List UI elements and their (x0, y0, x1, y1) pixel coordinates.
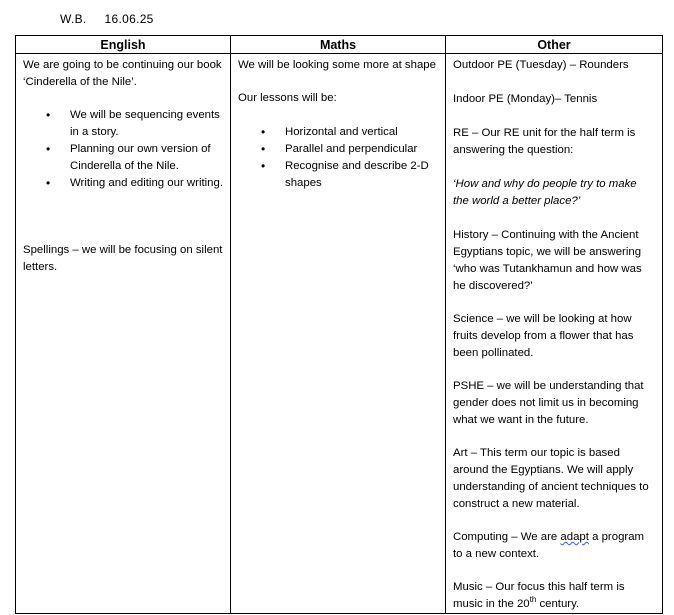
table-row (16, 54, 663, 614)
art-text: Art – This term our topic is based around the Egyptians. We will apply understanding of ancient techniques to construct a new material. (453, 447, 649, 510)
list-item: • Recognise and describe 2-D shapes (238, 158, 438, 192)
other-column-header: Other (446, 36, 663, 54)
english-cell (16, 54, 231, 614)
indoor-pe: Indoor PE (Monday)– Tennis (453, 93, 598, 105)
week-beginning-label: W.B. (60, 12, 87, 26)
history-text: History – Continuing with the Ancient Egyptians topic, we will be answering ‘who was Tutankhamun and how was he discovered?’ (453, 229, 642, 292)
week-beginning (60, 12, 154, 26)
spellcheck-underlined-word: adapt (560, 531, 589, 543)
week-beginning-date: 16.06.25 (104, 12, 154, 26)
weekly-plan-table (15, 35, 663, 614)
re-text: RE – Our RE unit for the half term is answering the question: (453, 127, 636, 156)
english-intro: We are going to be continuing our book ‘Cinderella of the Nile’. (23, 59, 222, 88)
re-question: ‘How and why do people try to make the world a better place?’ (453, 178, 637, 207)
music-text: Music – Our focus this half term is music in the 20th century. (453, 581, 625, 610)
maths-column-header: Maths (231, 36, 446, 54)
list-item: • Horizontal and vertical (238, 124, 438, 141)
english-spellings: Spellings – we will be focusing on silent letters. (23, 244, 223, 273)
list-item: • Parallel and perpendicular (238, 141, 438, 158)
ordinal-suffix: th (529, 595, 537, 605)
science-text: Science – we will be looking at how fruits develop from a flower that has been pollinated. (453, 313, 634, 359)
computing-text: Computing – We are adapt a program to a new context. (453, 531, 645, 560)
outdoor-pe: Outdoor PE (Tuesday) – Rounders (453, 59, 629, 71)
maths-lessons-label: Our lessons will be: (238, 92, 337, 104)
list-item: • Planning our own version of Cinderella of the Nile. (23, 141, 223, 175)
list-item: • We will be sequencing events in a story. (23, 107, 223, 141)
list-item: • Writing and editing our writing. (23, 175, 223, 192)
maths-intro: We will be looking some more at shape (238, 59, 436, 71)
other-cell (446, 54, 663, 614)
english-bullet-list (23, 107, 223, 192)
table-header-row (16, 36, 663, 54)
maths-cell (231, 54, 446, 614)
english-column-header: English (16, 36, 231, 54)
pshe-text: PSHE – we will be understanding that gender does not limit us in becoming what we want in the future. (453, 380, 644, 426)
maths-bullet-list (238, 124, 438, 192)
